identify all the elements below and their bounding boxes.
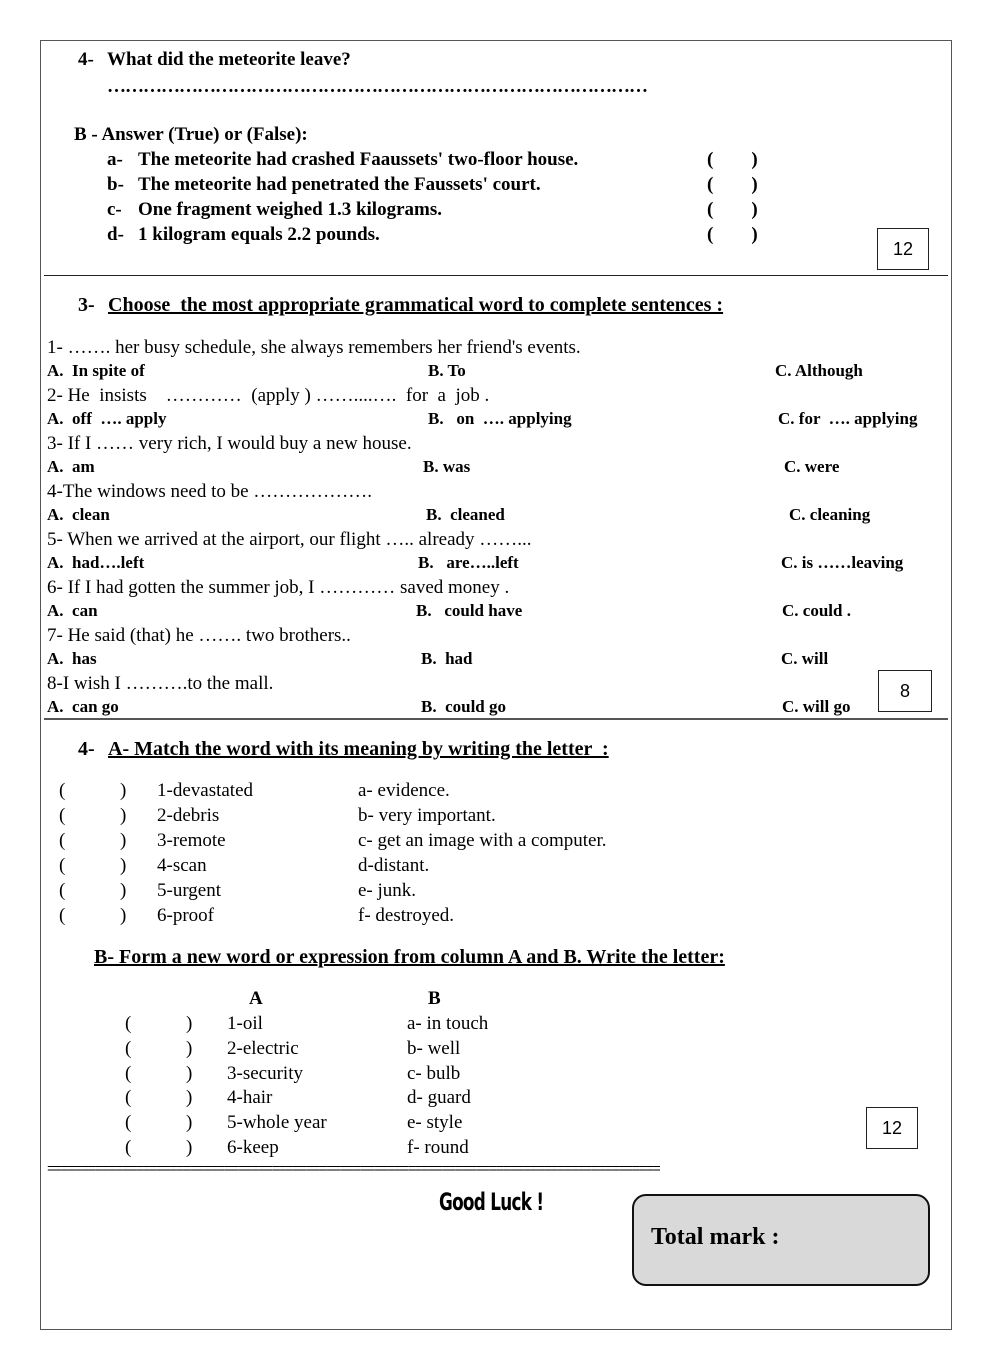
option-b[interactable]: B. had [421,649,473,668]
option-c[interactable]: C. will go [782,697,851,716]
question-4-text: What did the meteorite leave? [107,49,351,70]
grammar-sentence: 3- If I …… very rich, I would buy a new house. [47,433,412,454]
answer-paren-close[interactable]: ) [120,880,127,901]
grammar-sentence: 7- He said (that) he ……. two brothers.. [47,625,351,646]
option-b[interactable]: B. was [423,457,471,476]
column-b-item: f- round [407,1137,469,1158]
column-a-item: 1-oil [227,1013,263,1034]
vocab-meaning: b- very important. [358,805,496,826]
answer-paren-open[interactable]: ( [125,1063,132,1084]
tf-answer-b[interactable]: ( ) [707,174,758,195]
option-b[interactable]: B. on …. applying [428,409,572,428]
vocab-word: 5-urgent [157,880,222,901]
tf-label-b: b- [107,174,124,195]
option-a[interactable]: A. had….left [47,553,145,572]
option-a[interactable]: A. off …. apply [47,409,167,428]
vocab-word: 6-proof [157,905,214,926]
vocab-word: 2-debris [157,805,220,826]
mark-box-reading: 12 [877,228,929,270]
question-4-number: 4- [78,49,94,70]
grammar-sentence: 1- ……. her busy schedule, she always remembers her friend's events. [47,337,581,358]
answer-paren-open[interactable]: ( [59,830,66,851]
tf-answer-a[interactable]: ( ) [707,149,758,170]
option-c[interactable]: C. will [781,649,829,668]
vocab-word: 4-scan [157,855,207,876]
answer-paren-open[interactable]: ( [59,855,66,876]
tf-text-d: 1 kilogram equals 2.2 pounds. [138,224,380,245]
answer-paren-close[interactable]: ) [186,1137,193,1158]
vocab-section-number: 4- [78,738,95,760]
column-a-header: A [249,988,263,1009]
answer-paren-open[interactable]: ( [125,1137,132,1158]
answer-paren-open[interactable]: ( [59,780,66,801]
answer-paren-close[interactable]: ) [120,905,127,926]
column-b-header: B [428,988,441,1009]
grammar-section-heading: Choose the most appropriate grammatical word to complete sentences : [108,294,724,316]
vocab-meaning: f- destroyed. [358,905,455,926]
column-b-item: a- in touch [407,1013,489,1034]
answer-paren-close[interactable]: ) [120,805,127,826]
section-divider [44,718,948,720]
option-c[interactable]: C. Although [775,361,863,380]
option-c[interactable]: C. for …. applying [778,409,918,428]
tf-text-a: The meteorite had crashed Faaussets' two-floor house. [138,149,579,170]
option-b[interactable]: B. could have [416,601,523,620]
mark-box-grammar: 8 [878,670,932,712]
answer-paren-open[interactable]: ( [125,1112,132,1133]
vocab-word: 3-remote [157,830,226,851]
answer-paren-close[interactable]: ) [186,1087,193,1108]
answer-paren-open[interactable]: ( [59,880,66,901]
option-b[interactable]: B. cleaned [426,505,505,524]
column-a-item: 2-electric [227,1038,299,1059]
tf-text-b: The meteorite had penetrated the Faussets' court. [138,174,541,195]
answer-paren-close[interactable]: ) [120,830,127,851]
vocab-section-heading: A- Match the word with its meaning by writing the letter : [108,738,609,760]
mark-box-vocab: 12 [866,1107,918,1149]
option-a[interactable]: A. am [47,457,95,476]
answer-paren-open[interactable]: ( [59,805,66,826]
answer-paren-close[interactable]: ) [186,1063,193,1084]
option-b[interactable]: B. are…..left [418,553,519,572]
section-divider [44,275,948,276]
answer-paren-open[interactable]: ( [125,1013,132,1034]
column-a-item: 5-whole year [227,1112,327,1133]
true-false-heading: B - Answer (True) or (False): [74,124,308,145]
column-b-item: e- style [407,1112,463,1133]
answer-paren-open[interactable]: ( [125,1087,132,1108]
option-c[interactable]: C. were [784,457,840,476]
option-b[interactable]: B. To [428,361,466,380]
tf-answer-d[interactable]: ( ) [707,224,758,245]
vocab-word: 1-devastated [157,780,254,801]
double-line-separator: ========================================================================================== [47,1162,660,1178]
column-b-item: c- bulb [407,1063,461,1084]
option-b[interactable]: B. could go [421,697,507,716]
vocab-meaning: a- evidence. [358,780,450,801]
total-mark-label: Total mark : [651,1224,780,1250]
option-a[interactable]: A. can go [47,697,119,716]
answer-paren-close[interactable]: ) [120,855,127,876]
tf-label-d: d- [107,224,124,245]
column-a-item: 3-security [227,1063,303,1084]
option-a[interactable]: A. can [47,601,98,620]
tf-label-c: c- [107,199,122,220]
tf-label-a: a- [107,149,123,170]
grammar-sentence: 4-The windows need to be ………………. [47,481,373,502]
answer-paren-open[interactable]: ( [59,905,66,926]
good-luck-text: Good Luck ! [439,1188,544,1216]
option-a[interactable]: A. has [47,649,97,668]
option-a[interactable]: A. In spite of [47,361,145,380]
option-c[interactable]: C. could . [782,601,851,620]
vocab-meaning: d-distant. [358,855,430,876]
vocab-meaning: c- get an image with a computer. [358,830,607,851]
option-c[interactable]: C. is ……leaving [781,553,904,572]
answer-paren-close[interactable]: ) [186,1013,193,1034]
answer-line[interactable]: ……………………………………………………………………………… [107,76,647,97]
answer-paren-close[interactable]: ) [186,1038,193,1059]
column-a-item: 4-hair [227,1087,273,1108]
grammar-sentence: 6- If I had gotten the summer job, I ………… saved money . [47,577,510,598]
tf-text-c: One fragment weighed 1.3 kilograms. [138,199,442,220]
column-b-item: b- well [407,1038,461,1059]
grammar-sentence: 8-I wish I ……….to the mall. [47,673,274,694]
grammar-section-number: 3- [78,294,95,316]
answer-paren-close[interactable]: ) [120,780,127,801]
column-b-item: d- guard [407,1087,471,1108]
option-c[interactable]: C. cleaning [789,505,871,524]
tf-answer-c[interactable]: ( ) [707,199,758,220]
column-a-item: 6-keep [227,1137,279,1158]
option-a[interactable]: A. clean [47,505,110,524]
collocation-heading: B- Form a new word or expression from column A and B. Write the letter: [94,946,725,968]
grammar-sentence: 2- He insists ………… (apply ) ……....…. for a job . [47,385,490,406]
answer-paren-open[interactable]: ( [125,1038,132,1059]
grammar-sentence: 5- When we arrived at the airport, our flight ….. already ……... [47,529,532,550]
answer-paren-close[interactable]: ) [186,1112,193,1133]
vocab-meaning: e- junk. [358,880,417,901]
